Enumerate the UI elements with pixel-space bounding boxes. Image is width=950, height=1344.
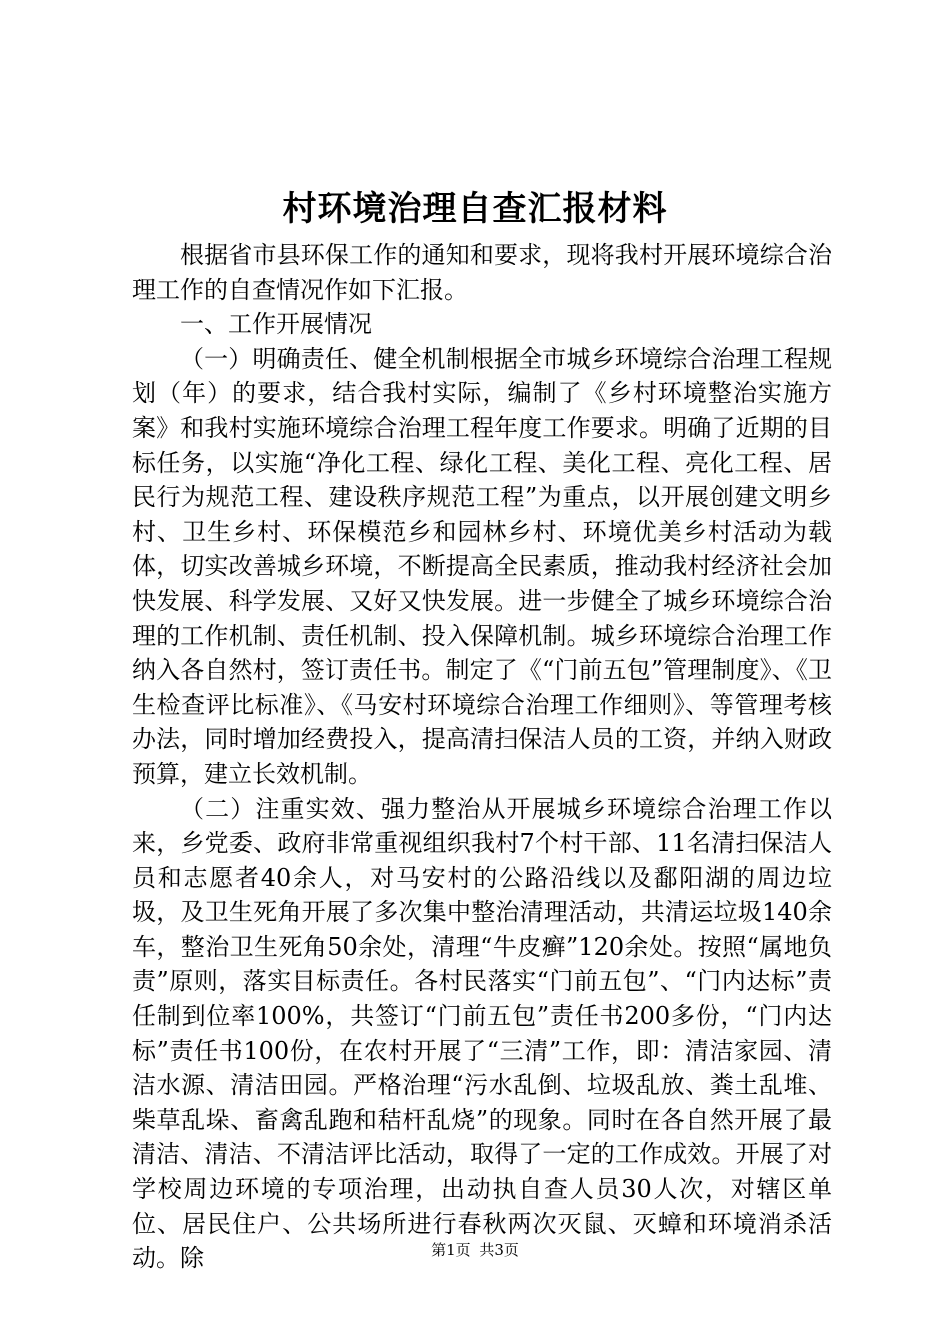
paragraph-responsibility: （一）明确责任、健全机制根据全市城乡环境综合治理工程规划（年）的要求，结合我村实际，编制了《乡村环境整治实施方案》和我村实施环境综合治理工程年度工作要求。明确了近期的目标任务，以实施“净化工程、绿化工程、美化工程、亮化工程、居民行为规范工程、建设秩序规范工程”为重点，以开展创建文明乡村、卫生乡村、环保模范乡和园林乡村、环境优美乡村活动为载体，切实改善城乡环境，不断提高全民素质，推动我村经济社会加快发展、科学发展、又好又快发展。进一步健全了城乡环境综合治理的工作机制、责任机制、投入保障机制。城乡环境综合治理工作纳入各自然村，签订责任书。制定了《“门前五包”管理制度》、《卫生检查评比标准》、《马安村环境综合治理工作细则》、等管理考核办法，同时增加经费投入，提高清扫保洁人员的工资，并纳入财政预算，建立长效机制。: [132, 344, 832, 788]
paragraph-rectification: （二）注重实效、强力整治从开展城乡环境综合治理工作以来，乡党委、政府非常重视组织我村7个村干部、11名清扫保洁人员和志愿者40余人，对马安村的公路沿线以及鄱阳湖的周边垃圾，及卫生死角开展了多次集中整治清理活动，共清运垃圾140余车，整治卫生死角50余处，清理“牛皮癣”120余处。按照“属地负责”原则，落实目标责任。各村民落实“门前五包”、“门内达标”责任制到位率100%，共签订“门前五包”责任书200多份，“门内达标”责任书100份，在农村开展了“三清”工作，即：清洁家园、清洁水源、清洁田园。严格治理“污水乱倒、垃圾乱放、粪土乱堆、柴草乱垛、畜禽乱跑和秸杆乱烧”的现象。同时在各自然开展了最清洁、清洁、不清洁评比活动，取得了一定的工作成效。开展了对学校周边环境的专项治理，出动执自查人员30人次，对辖区单位、居民住户、公共场所进行春秋两次灭鼠、灭蟑和环境消杀活动。除: [132, 794, 832, 1273]
page-footer: [0, 1240, 950, 1260]
document-body: [132, 238, 832, 1276]
paragraph-intro: 根据省市县环保工作的通知和要求，现将我村开展环境综合治理工作的自查情况作如下汇报。: [132, 241, 832, 304]
page-total: 共3页: [479, 1241, 519, 1259]
section-heading-work-status: 一、工作开展情况: [180, 310, 372, 339]
document-title: 村环境治理自查汇报材料: [282, 189, 668, 229]
page-number: 第1页: [431, 1241, 471, 1259]
